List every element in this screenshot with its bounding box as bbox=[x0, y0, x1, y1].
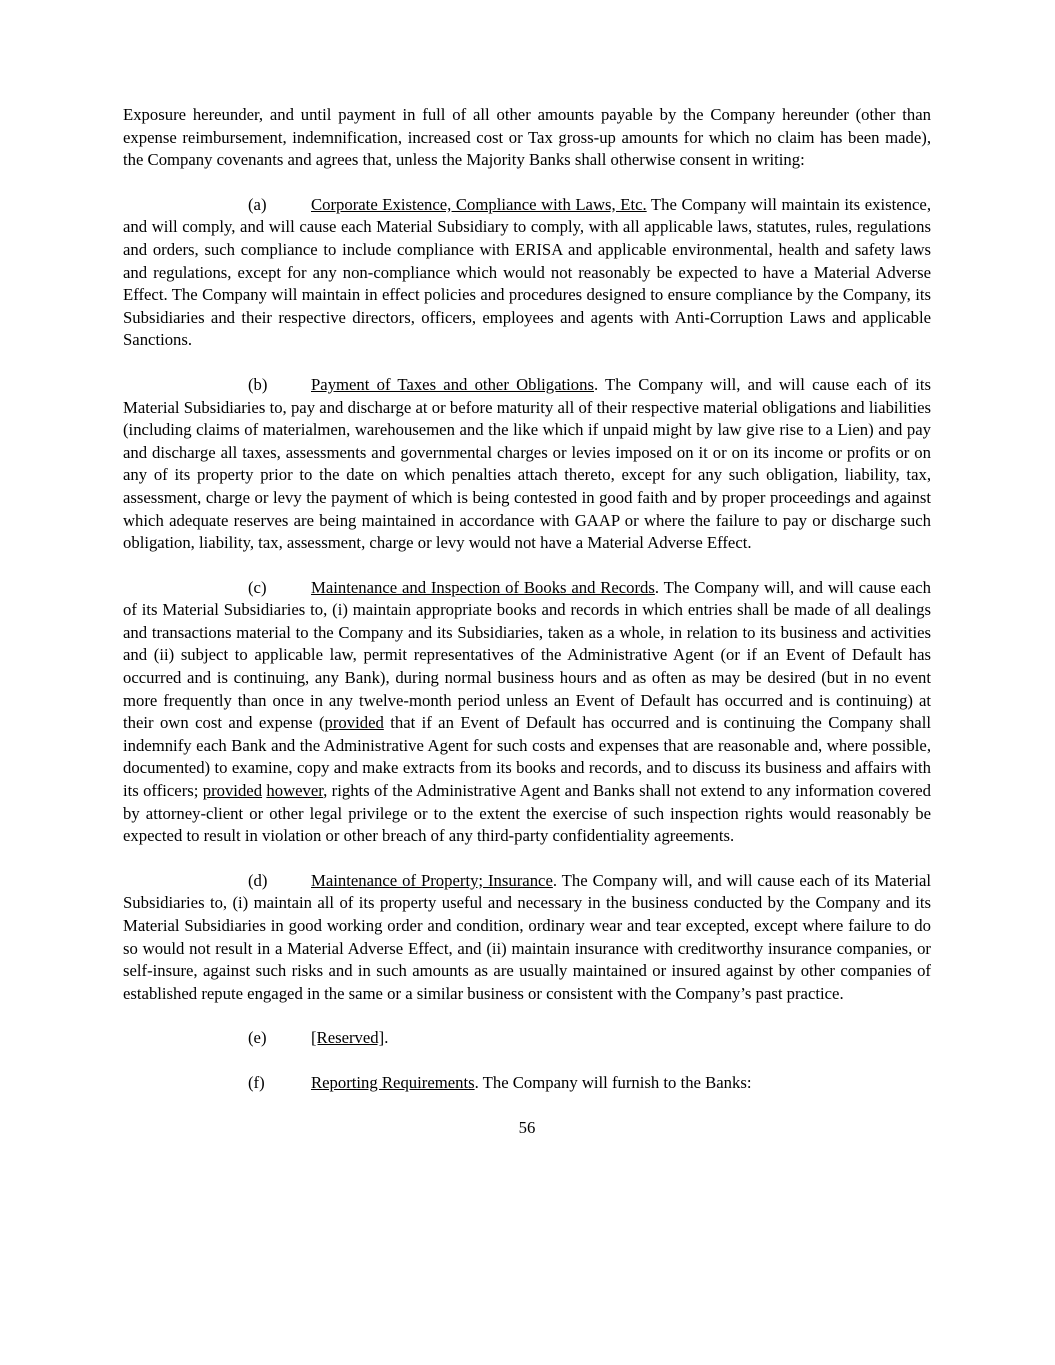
section-label: (e) bbox=[248, 1028, 267, 1048]
document-sections bbox=[123, 194, 931, 1095]
section-heading: however bbox=[266, 781, 324, 801]
section-heading: Reporting Requirements bbox=[311, 1072, 475, 1092]
section-text: . The Company will furnish to the Banks: bbox=[474, 1072, 752, 1092]
section-paragraph bbox=[123, 1072, 931, 1095]
section-text: . The Company will, and will cause each of its Material Subsidiaries to, pay and discharge at or before maturity all of their respective material obligations and liabilities (including claims of materialmen, warehousemen and the like which if unpaid might by law give rise to a Lien) and pay and discharge all taxes, assessments and governmental charges or levies imposed on it or on its income or profits or on any of its property prior to the date on which penalties attach thereto, except for any such obligation, liability, tax, assessment, charge or levy the payment of which is being contested in good faith and by proper proceedings and against which adequate reserves are being maintained in accordance with GAAP or where the failure to pay or discharge such obligation, liability, tax, assessment, charge or levy would not have a Material Adverse Effect. bbox=[123, 374, 931, 553]
section-heading: Corporate Existence, Compliance with Laws, Etc. bbox=[311, 194, 647, 214]
section-heading: [Reserved] bbox=[311, 1028, 385, 1048]
section-text: . bbox=[384, 1028, 389, 1048]
section-paragraph bbox=[123, 870, 931, 1006]
page-number: 56 bbox=[518, 1117, 536, 1137]
section-text: that if an Event of Default has occurred and is continuing the Company shall indemnify each Bank and the Administrative Agent for such costs and expenses that are reasonable and, where possible, documented) to examine, copy and make extracts from its books and records, and to discuss its business and affairs with its officers; bbox=[123, 713, 931, 801]
section-label: (c) bbox=[248, 577, 267, 597]
section-text: . The Company will, and will cause each of its Material Subsidiaries to, (i) maintain all of its property useful and necessary in the business conducted by the Company and its Material Subsidiaries in good working order and condition, ordinary wear and tear excepted, except where failure to do so would not result in a Material Adverse Effect, and (ii) maintain insurance with creditworthy insurance companies, or self-insure, against such risks and in such amounts as are usually maintained or insured against by other companies of established repute engaged in the same or a similar business or consistent with the Company’s past practice. bbox=[123, 870, 931, 1003]
section-text: The Company will maintain its existence, and will comply, and will cause each Material Subsidiary to comply, with all applicable laws, statutes, rules, regulations and orders, such compliance to include compliance with ERISA and applicable environmental, health and safety laws and regulations, except for any non-compliance which would not reasonably be expected to have a Material Adverse Effect. The Company will maintain in effect policies and procedures designed to ensure compliance by the Company, its Subsidiaries and their respective directors, officers, employees and agents with Anti-Corruption Laws and applicable Sanctions. bbox=[123, 194, 931, 350]
section-label: (b) bbox=[248, 374, 268, 394]
section-paragraph bbox=[123, 374, 931, 555]
section-label: (f) bbox=[248, 1072, 265, 1092]
section-heading: Payment of Taxes and other Obligations bbox=[311, 374, 594, 394]
section-paragraph bbox=[123, 194, 931, 352]
section-label: (a) bbox=[248, 194, 267, 214]
section-label: (d) bbox=[248, 870, 268, 890]
section-text: , rights of the Administrative Agent and Banks shall not extend to any information covered by attorney-client or other legal privilege or to the extent the exercise of such inspection rights would reasonably be expected to result in violation or other breach of any third-party confidentiality agreements. bbox=[123, 781, 932, 846]
section-heading: provided bbox=[202, 781, 263, 801]
section-heading: Maintenance and Inspection of Books and Records bbox=[311, 577, 655, 597]
intro-paragraph: Exposure hereunder, and until payment in full of all other amounts payable by the Company hereunder (other than expense reimbursement, indemnification, increased cost or Tax gross-up amounts for which no claim has been made), the Company covenants and agrees that, unless the Majority Banks shall otherwise consent in writing: bbox=[123, 105, 931, 170]
section-paragraph bbox=[123, 577, 931, 848]
section-paragraph bbox=[123, 1027, 931, 1050]
section-text: . The Company will, and will cause each of its Material Subsidiaries to, (i) maintain appropriate books and records in which entries shall be made of all dealings and transactions material to the Company and its Subsidiaries, taken as a whole, in relation to its business and activities and (ii) subject to applicable law, permit representatives of the Administrative Agent (or if an Event of Default has occurred and is continuing, any Bank), during normal business hours and as often as may be desired (but in no event more frequently than once in any twelve-month period unless an Event of Default has occurred and is continuing) at their own cost and expense ( bbox=[123, 577, 931, 733]
section-heading: Maintenance of Property; Insurance bbox=[311, 870, 553, 890]
section-heading: provided bbox=[324, 713, 384, 733]
